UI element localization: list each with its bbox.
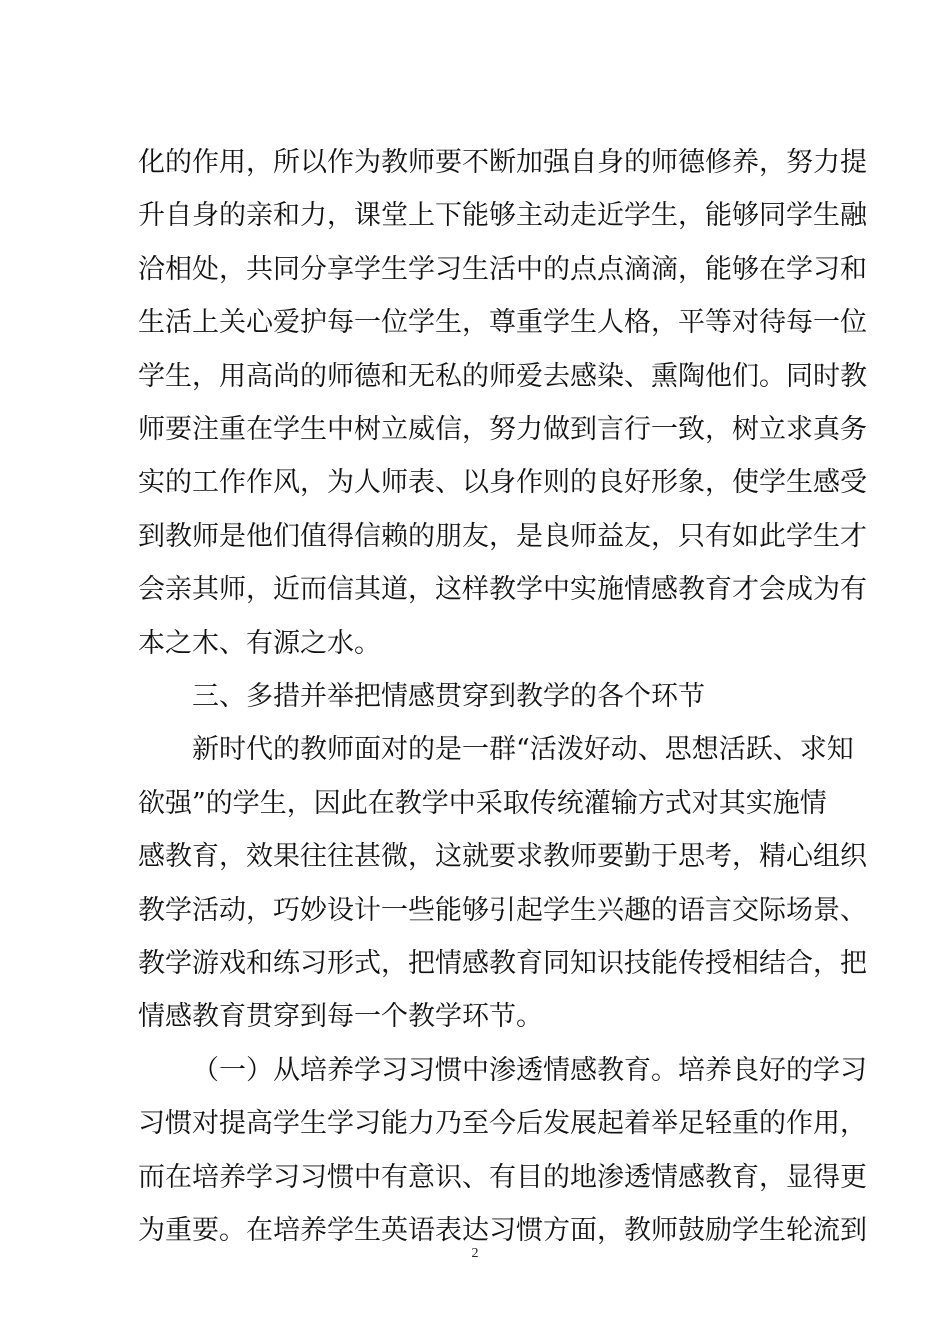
- text-line: 到教师是他们值得信赖的朋友，是良师益友，只有如此学生才: [138, 521, 867, 552]
- text-line: 而在培养学习习惯中有意识、有目的地渗透情感教育，显得更: [138, 1162, 867, 1193]
- text-line: 新时代的教师面对的是一群“活泼好动、思想活跃、求知: [192, 734, 854, 765]
- text-line: 习惯对提高学生学习能力乃至今后发展起着举足轻重的作用，: [138, 1108, 867, 1139]
- text-line: 教学活动，巧妙设计一些能够引起学生兴趣的语言交际场景、: [138, 895, 867, 926]
- text-line: 升自身的亲和力，课堂上下能够主动走近学生，能够同学生融: [138, 200, 867, 231]
- subsection-line: （一）从培养学习习惯中渗透情感教育。培养良好的学习: [192, 1055, 867, 1086]
- text-line: 本之木、有源之水。: [138, 628, 381, 659]
- text-line: 师要注重在学生中树立威信，努力做到言行一致，树立求真务: [138, 414, 867, 445]
- text-line: 生活上关心爱护每一位学生，尊重学生人格，平等对待每一位: [138, 307, 867, 338]
- text-line: 教学游戏和练习形式，把情感教育同知识技能传授相结合，把: [138, 948, 867, 979]
- text-line: 感教育，效果往往甚微，这就要求教师要勤于思考，精心组织: [138, 841, 867, 872]
- text-line: 化的作用，所以作为教师要不断加强自身的师德修养，努力提: [138, 147, 867, 178]
- section-heading: 三、多措并举把情感贯穿到教学的各个环节: [192, 681, 705, 712]
- text-line: 欲强”的学生，因此在教学中采取传统灌输方式对其实施情: [138, 788, 827, 819]
- text-line: 实的工作作风，为人师表、以身作则的良好形象，使学生感受: [138, 467, 867, 498]
- page-number: 2: [471, 1246, 479, 1261]
- text-line: 情感教育贯穿到每一个教学环节。: [138, 1001, 543, 1032]
- text-line: 学生，用高尚的师德和无私的师爱去感染、熏陶他们。同时教: [138, 361, 867, 392]
- text-line: 会亲其师，近而信其道，这样教学中实施情感教育才会成为有: [138, 574, 867, 605]
- text-line: 为重要。在培养学生英语表达习惯方面，教师鼓励学生轮流到: [138, 1215, 867, 1246]
- text-line: 洽相处，共同分享学生学习生活中的点点滴滴，能够在学习和: [138, 254, 867, 285]
